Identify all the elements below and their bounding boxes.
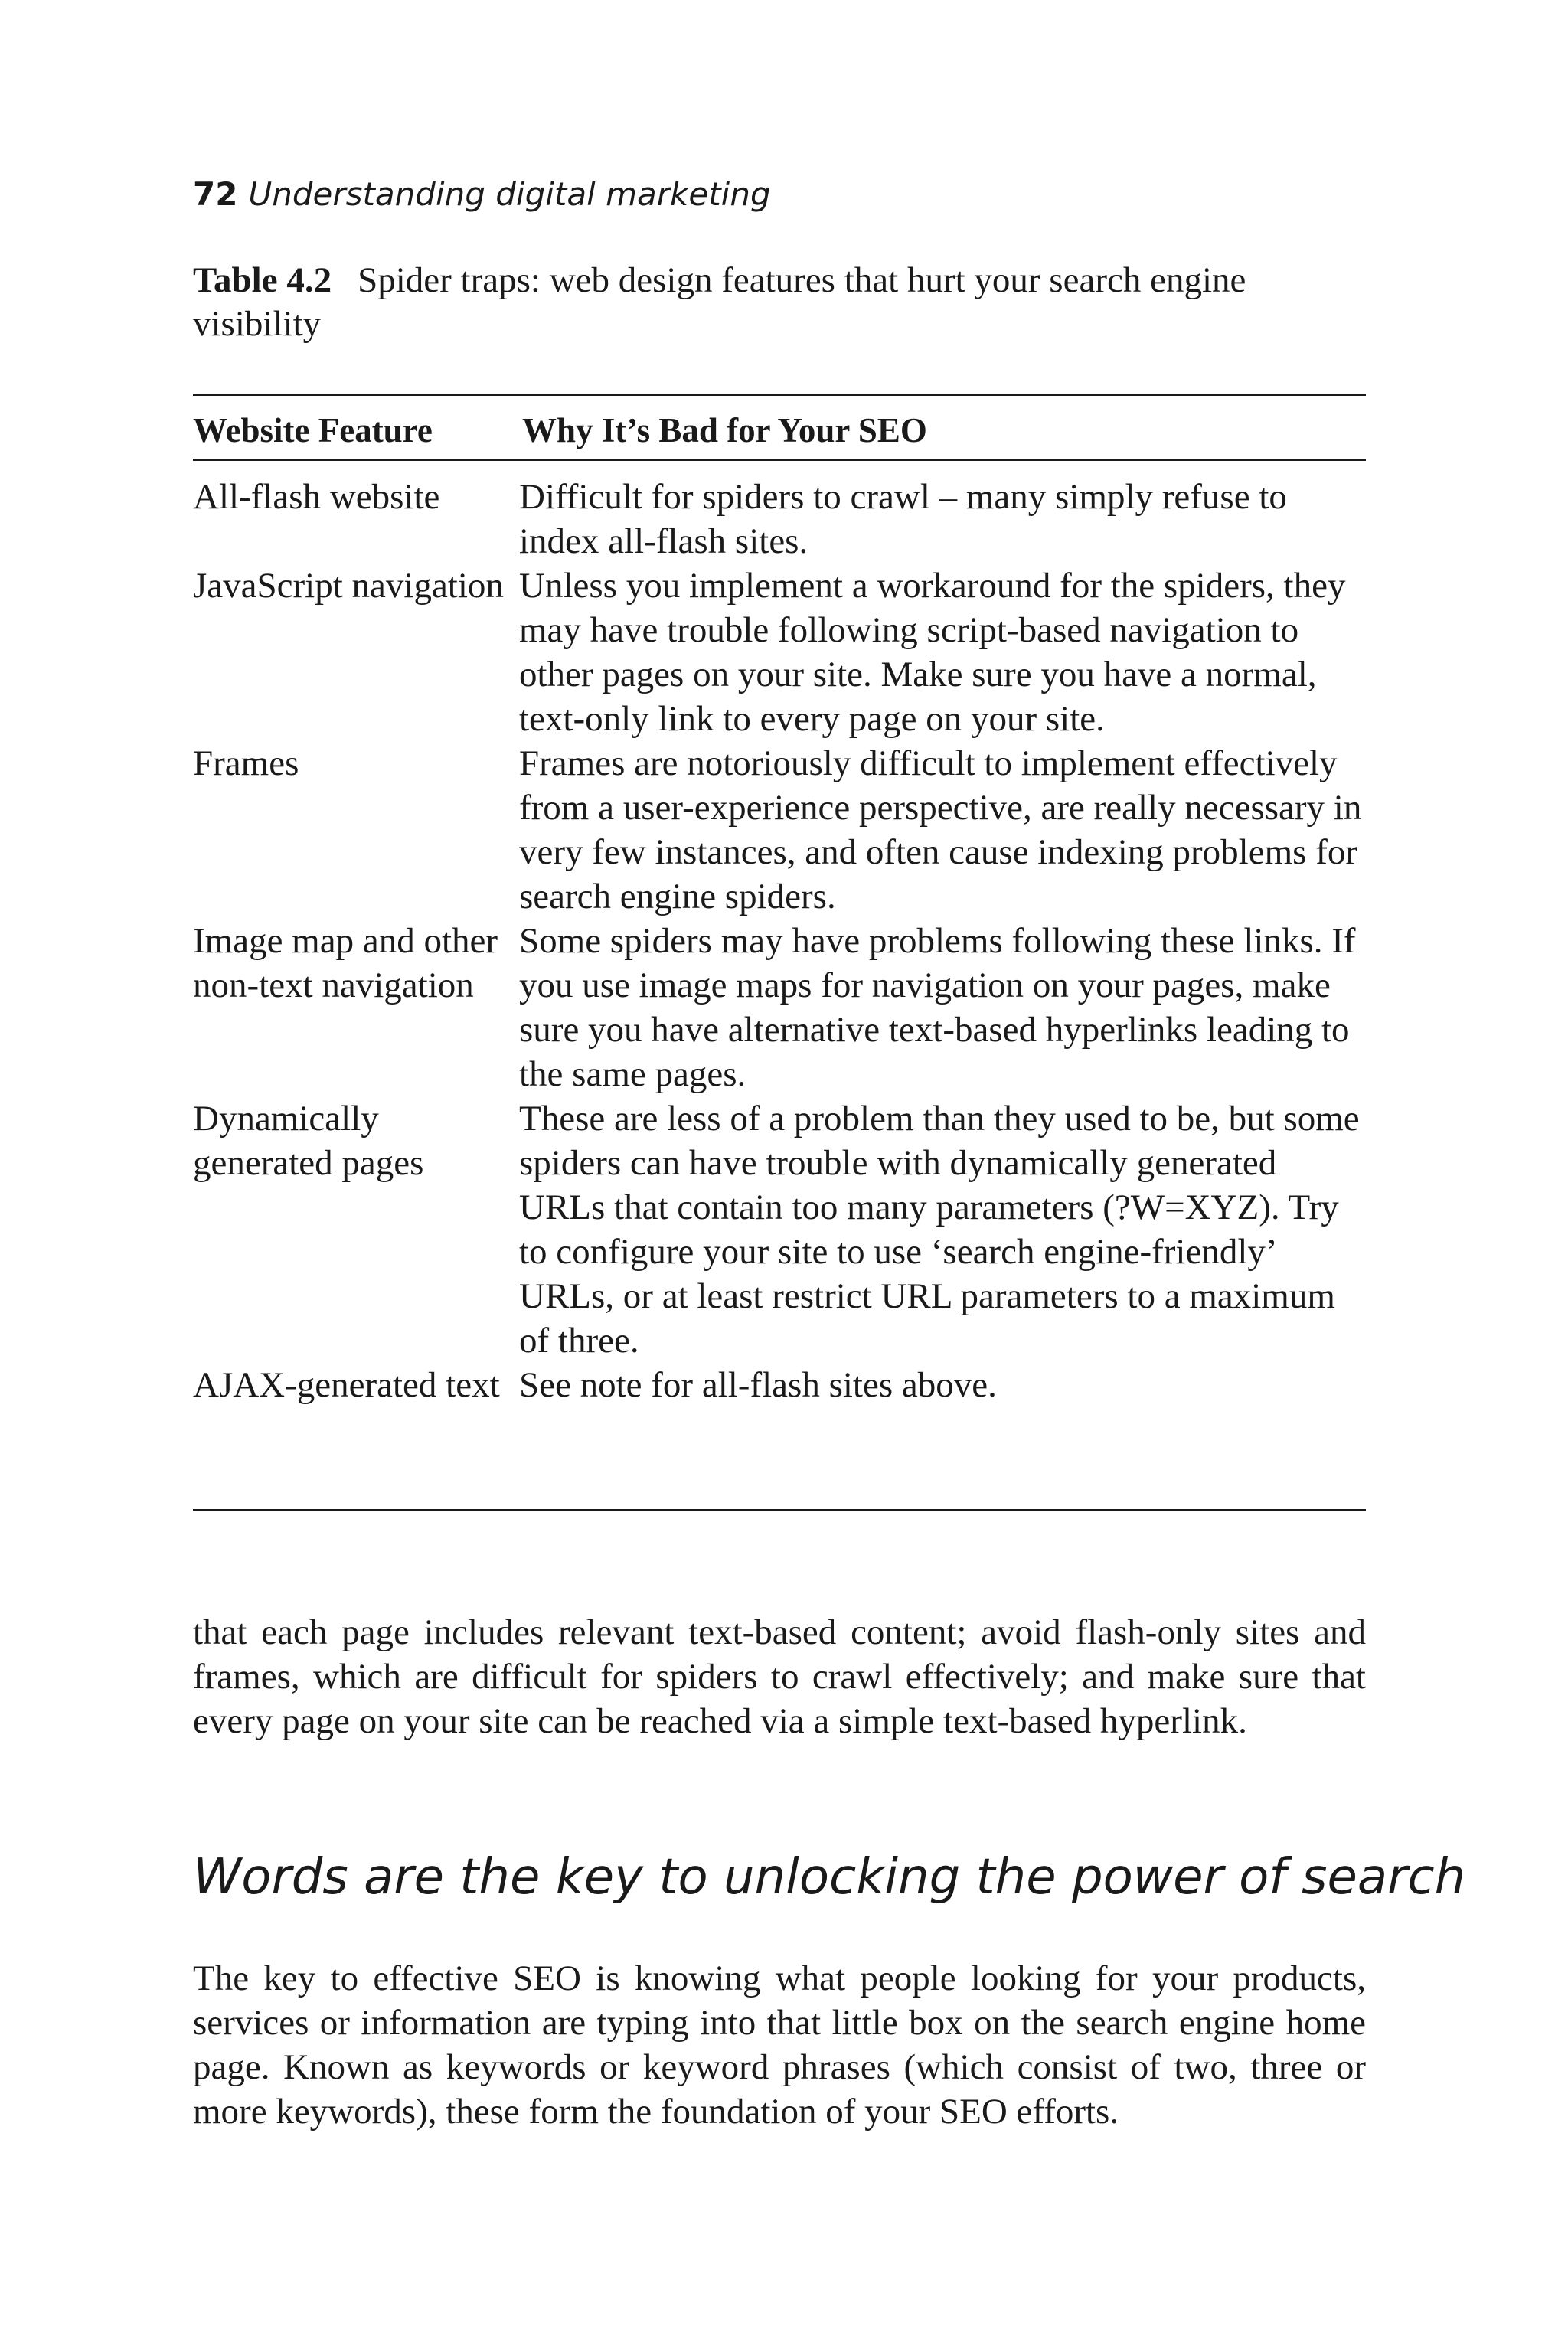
table-cell-feature: Image map and other non-text navigation	[193, 921, 498, 1005]
table-cell-feature: Dynamically generated pages	[193, 1099, 424, 1183]
table-header-reason: Why It’s Bad for Your SEO	[522, 411, 927, 449]
table-cell-feature: AJAX-generated text	[193, 1365, 500, 1405]
body-paragraph: that each page includes relevant text-based content; avoid flash-only sites and frames, which are difficult for spiders to crawl effectively; and make sure that every page on your site can be reached via a simple text-based hyperlink.	[193, 1612, 1366, 1741]
table-cell-reason: Frames are notoriously difficult to implement effectively from a user-experience perspective, are really necessary in very few instances, and often cause indexing problems for search engine spiders.	[519, 743, 1362, 916]
table-header-row	[193, 409, 1366, 452]
table-caption-label: Table 4.2	[193, 260, 332, 300]
table-row	[193, 1096, 1366, 1363]
table-row	[193, 475, 1366, 564]
table-row	[193, 564, 1366, 741]
table-header-feature: Website Feature	[193, 411, 433, 449]
table-caption-text: Spider traps: web design features that hurt your search engine visibility	[193, 260, 1246, 344]
table-caption	[193, 259, 1366, 346]
table-cell-reason: Some spiders may have problems following these links. If you use image maps for navigation on your pages, make sure you have alternative text-based hyperlinks leading to the same pages.	[519, 921, 1356, 1094]
table-cell-reason: Difficult for spiders to crawl – many simply refuse to index all-flash sites.	[519, 477, 1287, 561]
table-cell-reason: See note for all-flash sites above.	[519, 1365, 997, 1405]
table-cell-feature: JavaScript navigation	[193, 566, 504, 606]
table-cell-feature: Frames	[193, 743, 299, 783]
page-number: 72	[193, 175, 238, 213]
table-cell-reason: These are less of a problem than they used to be, but some spiders can have trouble with dynamically generated URLs that contain too many parameters (?W=XYZ). Try to configure your site to use ‘search engine-friendly’ URLs, or at least restrict URL parameters to a maximum of three.	[519, 1099, 1360, 1361]
table-row	[193, 741, 1366, 919]
table-top-rule	[193, 394, 1366, 396]
table-cell-feature: All-flash website	[193, 477, 440, 517]
table-body	[193, 475, 1366, 1407]
table-cell-reason: Unless you implement a workaround for the spiders, they may have trouble following script-based navigation to other pages on your site. Make sure you have a normal, text-only link to every page on your site.	[519, 566, 1346, 739]
body-paragraph: The key to effective SEO is knowing what people looking for your products, services or information are typing into that little box on the search engine home page. Known as keywords or keyword phrases (which consist of two, three or more keywords), these form the foundation of your SEO efforts.	[193, 1958, 1366, 2132]
table-bottom-rule	[193, 1509, 1366, 1511]
book-title: Understanding digital marketing	[248, 175, 771, 213]
table-header-rule	[193, 459, 1366, 461]
section-heading: Words are the key to unlocking the power of search	[193, 1849, 1466, 1906]
running-head	[193, 173, 771, 216]
table-row	[193, 1363, 1366, 1407]
table-row	[193, 919, 1366, 1096]
